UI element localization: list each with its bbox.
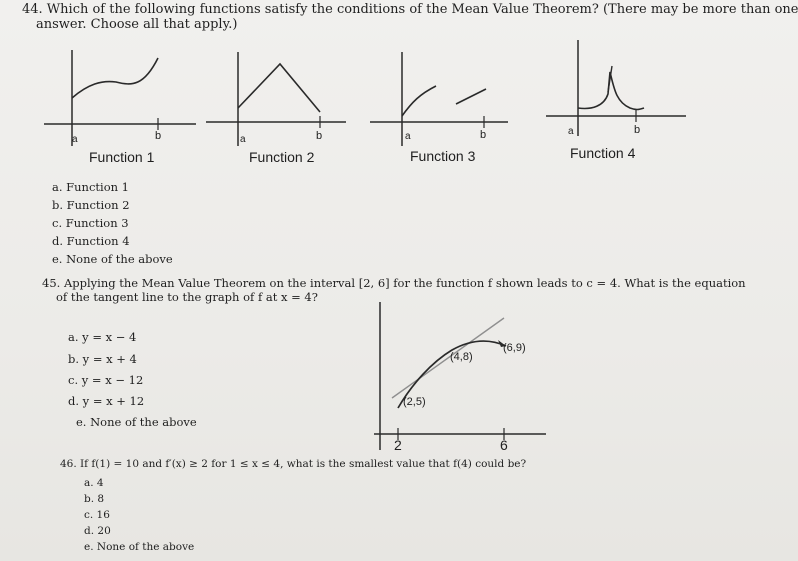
q45-option-c[interactable]: c. y = x − 12 — [68, 373, 144, 387]
function-2-b-label: b — [316, 130, 323, 142]
function-3-graph — [362, 38, 512, 148]
function-2-graph — [200, 38, 350, 148]
function-4-a-label: a — [568, 126, 574, 137]
function-1-label: Function 1 — [89, 149, 155, 165]
function-1-a-label: a — [72, 134, 78, 145]
function-4-graph — [540, 32, 690, 142]
q45-option-e[interactable]: e. None of the above — [76, 415, 197, 429]
q45-point-label-1: (2,5) — [403, 396, 426, 408]
q44-text-line1: 44. Which of the following functions satisfy the conditions of the Mean Value Theorem? (There may be more than one — [22, 2, 798, 17]
q46-option-d[interactable]: d. 20 — [84, 525, 111, 537]
q46-option-c[interactable]: c. 16 — [84, 509, 110, 521]
q45-text-line1: 45. Applying the Mean Value Theorem on the interval [2, 6] for the function f shown leads to c = 4. What is the equation — [42, 276, 746, 290]
q44-option-e[interactable]: e. None of the above — [52, 252, 173, 266]
q46-option-a[interactable]: a. 4 — [84, 477, 104, 489]
function-2-label: Function 2 — [249, 149, 315, 165]
q44-option-c[interactable]: c. Function 3 — [52, 216, 129, 230]
q45-secant-line — [392, 318, 504, 398]
function-1-graph — [40, 38, 200, 148]
function-3-a-label: a — [405, 131, 411, 142]
q46-option-e[interactable]: e. None of the above — [84, 541, 195, 553]
function-4-label: Function 4 — [570, 145, 636, 161]
q45-point-label-3: (6,9) — [503, 342, 526, 354]
function-3-label: Function 3 — [410, 148, 476, 164]
q46-text: 46. If f(1) = 10 and f′(x) ≥ 2 for 1 ≤ x ≤ 4, what is the smallest value that f(4) could be? — [60, 458, 527, 470]
q44-option-d[interactable]: d. Function 4 — [52, 234, 130, 248]
q45-option-a[interactable]: a. y = x − 4 — [68, 330, 137, 344]
q45-graph — [370, 300, 550, 455]
q45-text-line2: of the tangent line to the graph of f at x = 4? — [56, 290, 318, 304]
q45-point-label-2: (4,8) — [450, 351, 473, 363]
q44-option-a[interactable]: a. Function 1 — [52, 180, 130, 194]
function-3-b-label: b — [480, 129, 487, 141]
function-2-a-label: a — [240, 134, 246, 145]
q45-option-b[interactable]: b. y = x + 4 — [68, 352, 137, 366]
q46-option-b[interactable]: b. 8 — [84, 493, 105, 505]
q45-tick-label-6: 6 — [500, 437, 508, 453]
q45-option-d[interactable]: d. y = x + 12 — [68, 394, 145, 408]
q44-text-line2: answer. Choose all that apply.) — [36, 17, 238, 32]
function-1-b-label: b — [155, 130, 162, 142]
function-4-b-label: b — [634, 124, 641, 136]
q44-option-b[interactable]: b. Function 2 — [52, 198, 130, 212]
q45-tick-label-2: 2 — [394, 437, 402, 453]
